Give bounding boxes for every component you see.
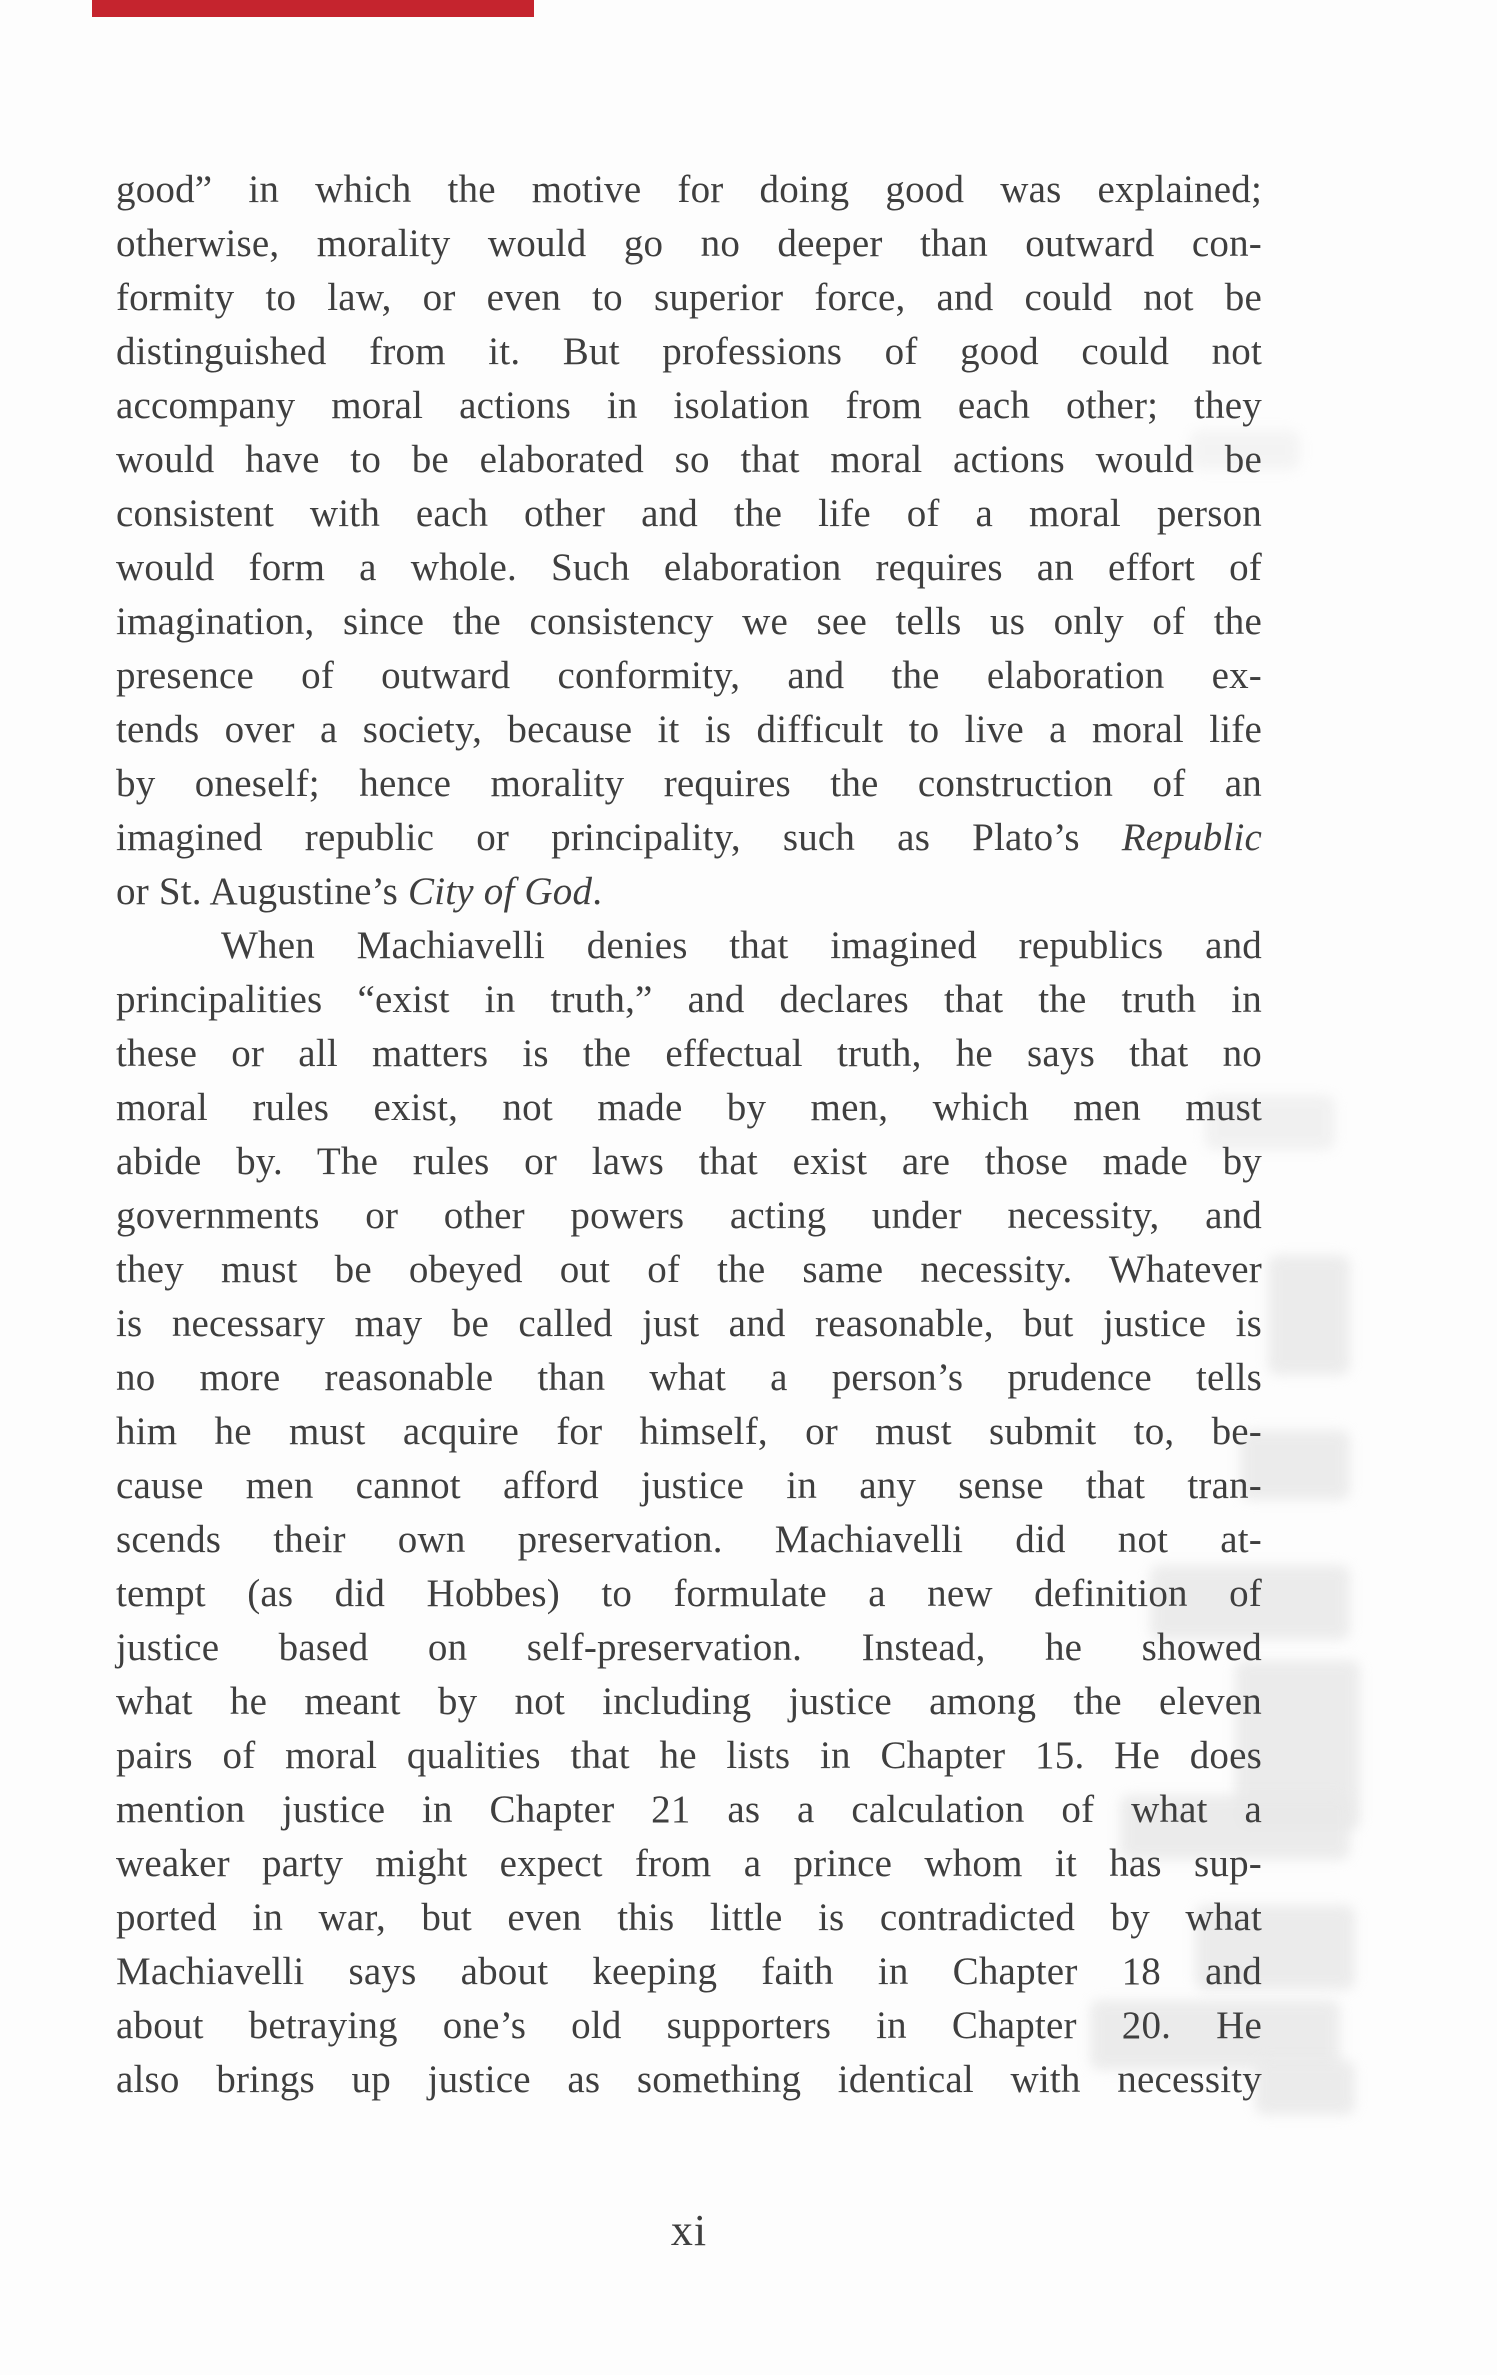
text-line xyxy=(116,1621,1262,1675)
text-line xyxy=(116,541,1262,595)
text-segment: also brings up justice as something identical with necessity xyxy=(116,2058,1262,2101)
text-segment: or St. Augustine’s xyxy=(116,870,408,913)
bleed-through-artifact xyxy=(1255,2060,1355,2115)
text-line xyxy=(116,1891,1262,1945)
text-segment: accompany moral actions in isolation from each other; they xyxy=(116,384,1262,427)
text-line xyxy=(116,2053,1262,2107)
text-line xyxy=(116,487,1262,541)
text-segment: would have to be elaborated so that moral actions would be xyxy=(116,438,1262,481)
text-segment: abide by. The rules or laws that exist are those made by xyxy=(116,1140,1262,1183)
text-segment: justice based on self-preservation. Instead, he showed xyxy=(116,1626,1262,1669)
text-line xyxy=(116,325,1262,379)
text-line xyxy=(116,1729,1262,1783)
text-segment: weaker party might expect from a prince whom it has sup- xyxy=(116,1842,1262,1885)
text-line xyxy=(116,1567,1262,1621)
text-line xyxy=(116,811,1262,865)
text-segment: good” in which the motive for doing good was explained; xyxy=(116,168,1262,211)
text-line xyxy=(116,919,1262,973)
text-line xyxy=(116,271,1262,325)
red-cover-edge-artifact xyxy=(92,0,534,17)
text-segment: him he must acquire for himself, or must submit to, be- xyxy=(116,1410,1262,1453)
text-line xyxy=(116,1135,1262,1189)
text-line xyxy=(116,1243,1262,1297)
text-line xyxy=(116,1405,1262,1459)
text-line xyxy=(116,757,1262,811)
text-segment: consistent with each other and the life of a moral person xyxy=(116,492,1262,535)
text-segment: principalities “exist in truth,” and declares that the truth in xyxy=(116,978,1262,1021)
text-line xyxy=(116,1783,1262,1837)
italic-book-title: City of God xyxy=(408,870,593,913)
text-line xyxy=(116,1945,1262,1999)
text-line xyxy=(116,1837,1262,1891)
text-segment: . xyxy=(592,870,603,913)
text-line xyxy=(116,163,1262,217)
text-segment: ported in war, but even this little is contradicted by what xyxy=(116,1896,1262,1939)
text-line xyxy=(116,1081,1262,1135)
text-segment: mention justice in Chapter 21 as a calculation of what a xyxy=(116,1788,1262,1831)
text-segment: pairs of moral qualities that he lists in Chapter 15. He does xyxy=(116,1734,1262,1777)
text-line xyxy=(116,1351,1262,1405)
text-segment: formity to law, or even to superior force, and could not be xyxy=(116,276,1262,319)
text-line xyxy=(116,433,1262,487)
text-line xyxy=(116,973,1262,1027)
text-segment: would form a whole. Such elaboration requires an effort of xyxy=(116,546,1262,589)
text-segment: these or all matters is the effectual truth, he says that no xyxy=(116,1032,1262,1075)
text-line xyxy=(116,865,1262,919)
text-segment: is necessary may be called just and reasonable, but justice is xyxy=(116,1302,1262,1345)
text-segment: imagined republic or principality, such as Plato’s xyxy=(116,816,1122,859)
text-line xyxy=(116,1999,1262,2053)
text-segment: about betraying one’s old supporters in Chapter 20. He xyxy=(116,2004,1262,2047)
text-segment: tends over a society, because it is difficult to live a moral life xyxy=(116,708,1262,751)
bleed-through-artifact xyxy=(1268,1255,1350,1375)
text-segment: moral rules exist, not made by men, which men must xyxy=(116,1086,1262,1129)
text-segment: by oneself; hence morality requires the construction of an xyxy=(116,762,1262,805)
text-line xyxy=(116,1513,1262,1567)
text-line xyxy=(116,1189,1262,1243)
text-segment: what he meant by not including justice among the eleven xyxy=(116,1680,1262,1723)
body-text xyxy=(116,163,1262,2107)
text-line xyxy=(116,1459,1262,1513)
text-segment: presence of outward conformity, and the elaboration ex- xyxy=(116,654,1262,697)
text-line xyxy=(116,217,1262,271)
text-segment: cause men cannot afford justice in any sense that tran- xyxy=(116,1464,1262,1507)
text-segment: they must be obeyed out of the same necessity. Whatever xyxy=(116,1248,1262,1291)
text-segment: otherwise, morality would go no deeper than outward con- xyxy=(116,222,1262,265)
text-segment: distinguished from it. But professions of good could not xyxy=(116,330,1262,373)
text-segment: scends their own preservation. Machiavelli did not at- xyxy=(116,1518,1262,1561)
text-segment: imagination, since the consistency we see tells us only of the xyxy=(116,600,1262,643)
text-line xyxy=(116,649,1262,703)
italic-book-title: Republic xyxy=(1121,816,1262,859)
text-line xyxy=(116,1297,1262,1351)
text-line xyxy=(116,379,1262,433)
page-number: xi xyxy=(670,2206,708,2255)
text-segment: When Machiavelli denies that imagined republics and xyxy=(221,924,1262,967)
text-segment: governments or other powers acting under necessity, and xyxy=(116,1194,1262,1237)
text-line xyxy=(116,1027,1262,1081)
text-line xyxy=(116,1675,1262,1729)
text-line xyxy=(116,595,1262,649)
text-line xyxy=(116,703,1262,757)
text-segment: no more reasonable than what a person’s prudence tells xyxy=(116,1356,1262,1399)
text-segment: Machiavelli says about keeping faith in Chapter 18 and xyxy=(116,1950,1262,1993)
text-segment: tempt (as did Hobbes) to formulate a new definition of xyxy=(116,1572,1262,1615)
